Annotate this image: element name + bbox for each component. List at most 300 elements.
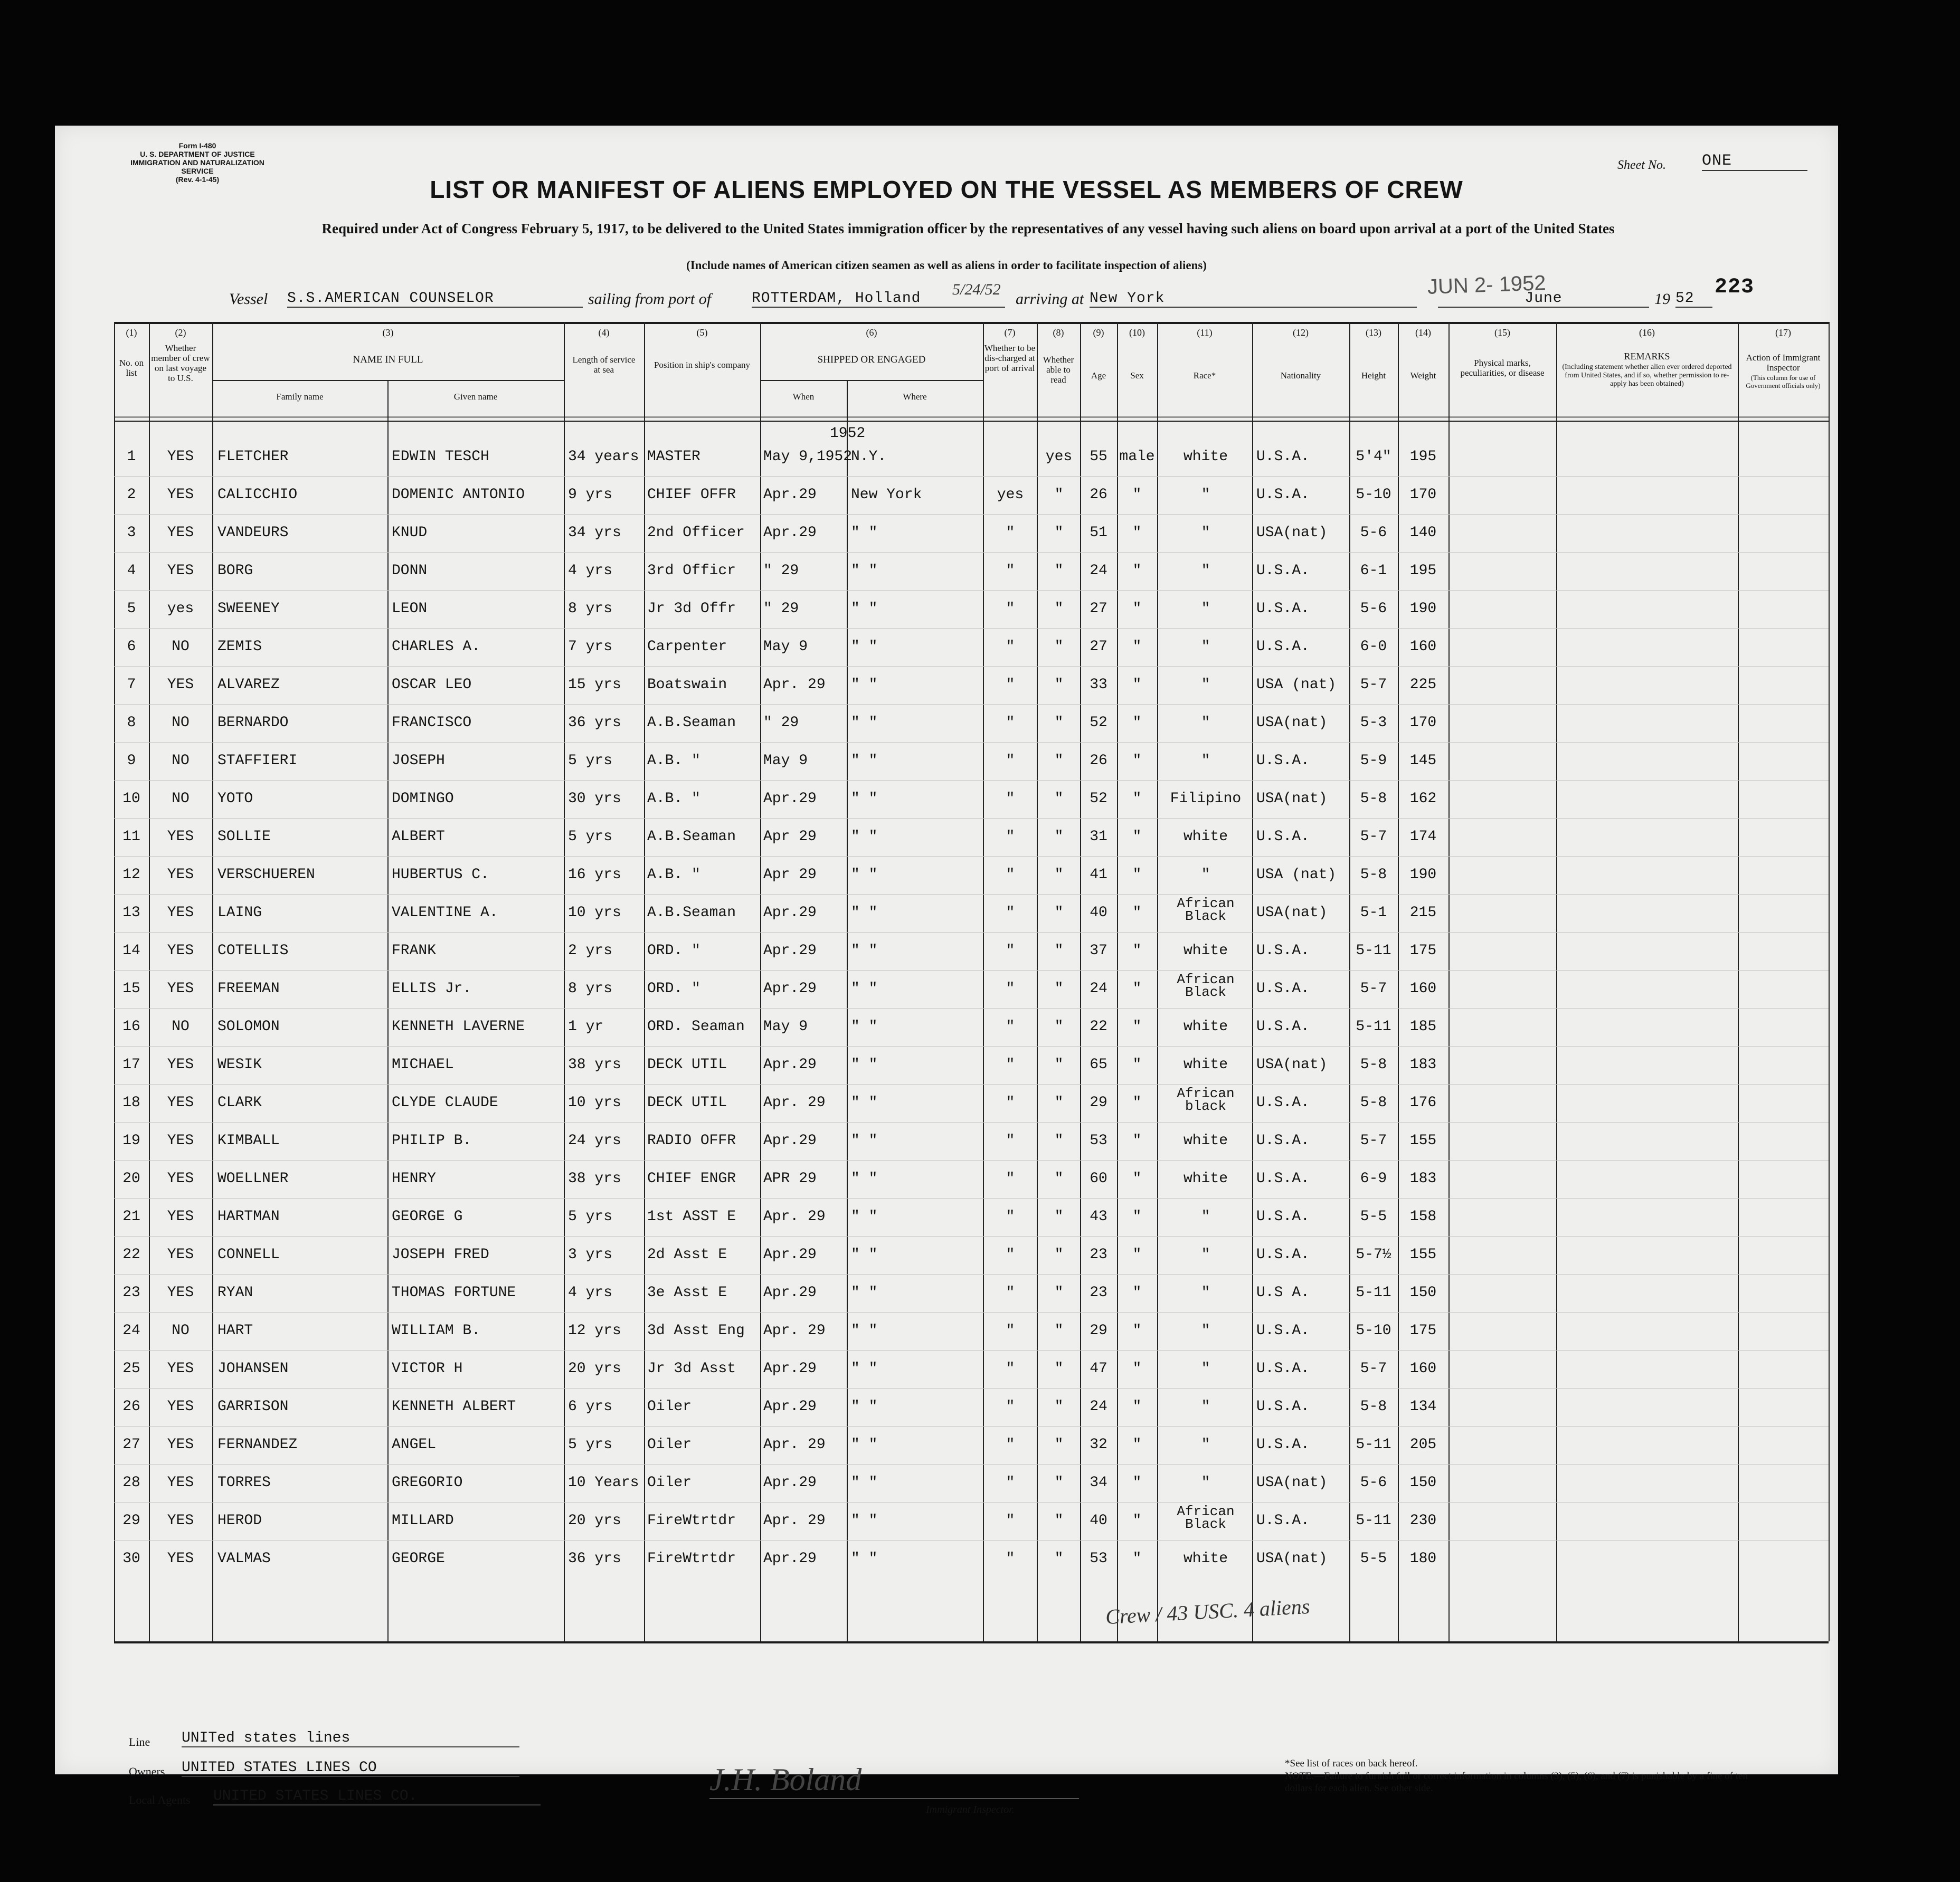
cell-disch: " [1006,1513,1015,1529]
cell-read: " [1054,867,1064,883]
header-top-rule [114,322,1829,324]
cell-position: A.B.Seaman [647,829,736,845]
cell-given: OSCAR LEO [392,677,472,693]
cell-weight: 134 [1409,1399,1437,1415]
cell-sex: " [1132,753,1142,769]
cell-race: " [1201,1323,1210,1339]
line-label: Line [129,1735,150,1748]
cell-read: " [1054,1285,1064,1301]
col-line [1738,322,1739,1641]
year: 52 [1675,290,1712,308]
col-num: (17) [1775,327,1791,338]
col-line [212,322,213,1641]
cell-age: 51 [1090,525,1107,541]
cell-when: APR 29 [763,1171,817,1187]
cell-service: 36 yrs [568,715,621,731]
cell-position: Boatswain [647,677,727,693]
cell-service: 38 yrs [568,1057,621,1073]
cell-age: 24 [1090,563,1107,579]
cell-when: Apr. 29 [763,1437,826,1453]
col-num: (9) [1093,327,1104,338]
header-family-name: Family name [276,392,324,402]
cell-position: DECK UTIL [647,1095,727,1111]
cell-when: Apr 29 [763,829,817,845]
cell-disch: " [1006,753,1015,769]
cell-crew: YES [167,1475,194,1491]
header-crew-last-voyage: Whether member of crew on last voyage to U.S. [151,343,210,383]
races-note: *See list of races on back hereof. [1285,1758,1418,1769]
row-rule [114,1274,1829,1275]
cell-height: 5-5 [1360,1209,1387,1225]
col-num: (2) [175,327,186,338]
cell-crew: YES [167,1285,194,1301]
cell-where: " " [851,753,878,769]
cell-where: " " [851,1095,878,1111]
cell-height: 5-8 [1360,1057,1387,1073]
cell-sex: " [1132,1399,1142,1415]
cell-service: 5 yrs [568,829,613,845]
row-rule [114,818,1829,819]
row-rule [114,1502,1829,1503]
inspector-signature: J.H. Boland [709,1762,1079,1799]
cell-when: Apr.29 [763,1361,817,1377]
cell-disch: " [1006,867,1015,883]
cell-disch: " [1006,1209,1015,1225]
cell-height: 5-7 [1360,677,1387,693]
cell-no: 13 [122,905,140,921]
cell-age: 23 [1090,1285,1107,1301]
cell-age: 43 [1090,1209,1107,1225]
cell-weight: 158 [1409,1209,1437,1225]
cell-no: 18 [122,1095,140,1111]
cell-crew: NO [172,1019,190,1035]
col-line [1448,322,1450,1641]
cell-age: 52 [1090,791,1107,807]
cell-weight: 160 [1409,639,1437,655]
header-discharged: Whether to be dis-charged at port of arrival [984,343,1036,373]
cell-sex: " [1132,1475,1142,1491]
cell-height: 5-11 [1356,1285,1391,1301]
cell-given: ELLIS Jr. [392,981,472,997]
cell-age: 40 [1090,905,1107,921]
header-height: Height [1361,370,1386,381]
cell-weight: 155 [1409,1133,1437,1149]
year-annotation: 1952 [830,425,866,442]
cell-when: May 9 [763,1019,808,1035]
cell-crew: YES [167,563,194,579]
cell-height: 5-5 [1360,1551,1387,1567]
cell-given: MICHAEL [392,1057,454,1073]
cell-race: white [1183,449,1228,465]
cell-age: 27 [1090,601,1107,617]
cell-no: 9 [127,753,136,769]
cell-family: FERNANDEZ [217,1437,298,1453]
cell-sex: male [1119,449,1155,465]
cell-read: " [1054,1133,1064,1149]
cell-weight: 160 [1409,981,1437,997]
cell-position: ORD. " [647,943,700,959]
cell-when: May 9 [763,639,808,655]
cell-age: 26 [1090,487,1107,503]
row-rule [114,894,1829,895]
cell-crew: YES [167,1095,194,1111]
cell-given: HUBERTUS C. [392,867,489,883]
cell-service: 36 yrs [568,1551,621,1567]
cell-given: HENRY [392,1171,437,1187]
cell-race: African Black [1177,1504,1235,1532]
cell-crew: YES [167,1247,194,1263]
cell-position: ORD. " [647,981,700,997]
col-num: (1) [126,327,137,338]
cell-height: 5-3 [1360,715,1387,731]
cell-crew: YES [167,981,194,997]
cell-no: 5 [127,601,136,617]
cell-weight: 160 [1409,1361,1437,1377]
cell-given: GEORGE G [392,1209,463,1225]
cell-race: white [1183,1057,1228,1073]
cell-where: " " [851,791,878,807]
cell-read: " [1054,1323,1064,1339]
cell-nat: U.S.A. [1256,1247,1310,1263]
col-line [1829,322,1830,1641]
cell-weight: 140 [1409,525,1437,541]
row-rule [114,704,1829,705]
cell-where: " " [851,1399,878,1415]
cell-disch: " [1006,1323,1015,1339]
cell-sex: " [1132,829,1142,845]
cell-service: 3 yrs [568,1247,613,1263]
cell-when: Apr.29 [763,981,817,997]
cell-given: EDWIN TESCH [392,449,489,465]
cell-position: CHIEF OFFR [647,487,736,503]
cell-crew: NO [172,1323,190,1339]
cell-read: " [1054,563,1064,579]
cell-weight: 162 [1409,791,1437,807]
cell-crew: YES [167,1171,194,1187]
col-num: (4) [598,327,610,338]
col-num: (7) [1004,327,1016,338]
cell-given: ANGEL [392,1437,437,1453]
cell-no: 29 [122,1513,140,1529]
cell-age: 65 [1090,1057,1107,1073]
cell-read: " [1054,525,1064,541]
cell-sex: " [1132,943,1142,959]
cell-when: May 9,1952 [763,449,853,465]
cell-where: " " [851,1209,878,1225]
cell-nat: USA(nat) [1256,791,1328,807]
date-stamp: JUN 2- 1952 [1427,271,1547,299]
cell-race: white [1183,943,1228,959]
cell-height: 5-6 [1360,525,1387,541]
row-rule [114,590,1829,591]
cell-disch: " [1006,1551,1015,1567]
cell-when: Apr. 29 [763,1095,826,1111]
row-rule [114,1046,1829,1047]
cell-read: " [1054,791,1064,807]
cell-height: 6-1 [1360,563,1387,579]
cell-race: white [1183,1019,1228,1035]
cell-no: 3 [127,525,136,541]
row-rule [114,514,1829,515]
cell-nat: U.S.A. [1256,563,1310,579]
cell-service: 10 yrs [568,905,621,921]
arriving-label: arriving at [1016,290,1084,308]
cell-position: Oiler [647,1399,692,1415]
cell-family: GARRISON [217,1399,289,1415]
cell-where: " " [851,1057,878,1073]
cell-family: COTELLIS [217,943,289,959]
header-physical-marks: Physical marks, peculiarities, or disease [1460,358,1545,378]
row-rule [114,1350,1829,1351]
cell-height: 5-8 [1360,791,1387,807]
cell-age: 41 [1090,867,1107,883]
cell-sex: " [1132,1323,1142,1339]
cell-no: 12 [122,867,140,883]
row-rule [114,1426,1829,1427]
cell-when: Apr. 29 [763,1323,826,1339]
cell-family: WESIK [217,1057,262,1073]
cell-crew: YES [167,449,194,465]
cell-disch: " [1006,1171,1015,1187]
cell-where: " " [851,1247,878,1263]
cell-disch: " [1006,525,1015,541]
cell-position: DECK UTIL [647,1057,727,1073]
cell-disch: " [1006,1247,1015,1263]
cell-position: Oiler [647,1475,692,1491]
cell-weight: 185 [1409,1019,1437,1035]
cell-age: 47 [1090,1361,1107,1377]
cell-no: 21 [122,1209,140,1225]
cell-race: white [1183,829,1228,845]
cell-nat: U.S.A. [1256,639,1310,655]
cell-sex: " [1132,1057,1142,1073]
cell-position: FireWtrtdr [647,1513,736,1529]
cell-service: 38 yrs [568,1171,621,1187]
cell-weight: 215 [1409,905,1437,921]
cell-no: 8 [127,715,136,731]
cell-race: " [1201,1437,1210,1453]
header-remarks-note: (Including statement whether alien ever ordered deported from United States, and if so, whether permission to re-apply has been obtained) [1562,363,1732,388]
cell-crew: YES [167,487,194,503]
sheet-label: Sheet No. [1617,158,1666,172]
cell-where: " " [851,1437,878,1453]
cell-where: " " [851,1133,878,1149]
cell-family: CONNELL [217,1247,280,1263]
cell-family: FLETCHER [217,449,289,465]
cell-where: " " [851,1513,878,1529]
cell-weight: 183 [1409,1171,1437,1187]
cell-race: Filipino [1170,791,1242,807]
cell-when: Apr 29 [763,867,817,883]
col-num: (10) [1129,327,1145,338]
header-bottom-rule [114,416,1829,422]
cell-read: " [1054,1019,1064,1035]
cell-read: " [1054,1209,1064,1225]
cell-service: 34 yrs [568,525,621,541]
owners-value: UNITED STATES LINES CO [182,1760,519,1777]
row-rule [114,856,1829,857]
row-rule [114,1008,1829,1009]
cell-read: " [1054,715,1064,731]
header-weight: Weight [1410,370,1436,381]
row-rule [114,1122,1829,1123]
cell-disch: " [1006,601,1015,617]
cell-disch: " [1006,1095,1015,1111]
cell-disch: " [1006,1019,1015,1035]
cell-crew: NO [172,639,190,655]
cell-given: FRANCISCO [392,715,472,731]
header-age: Age [1091,370,1106,381]
cell-disch: " [1006,1437,1015,1453]
cell-disch: yes [997,487,1024,503]
cell-read: " [1054,1475,1064,1491]
cell-where: " " [851,1551,878,1567]
cell-height: 6-9 [1360,1171,1387,1187]
cell-where: " " [851,1475,878,1491]
cell-height: 5-11 [1356,943,1391,959]
col-num: (15) [1494,327,1510,338]
col-num: (8) [1053,327,1064,338]
row-rule [114,1540,1829,1541]
header-given-name: Given name [453,392,498,402]
col-num: (5) [696,327,708,338]
row-rule [114,552,1829,553]
cell-age: 53 [1090,1551,1107,1567]
agents-value: UNITED STATES LINES CO. [213,1788,541,1805]
manifest-sheet [55,126,1838,1816]
cell-service: 15 yrs [568,677,621,693]
cell-read: " [1054,1437,1064,1453]
cell-sex: " [1132,1019,1142,1035]
cell-read: yes [1045,449,1073,465]
cell-where: " " [851,715,878,731]
cell-height: 5-7 [1360,829,1387,845]
cell-no: 17 [122,1057,140,1073]
cell-no: 26 [122,1399,140,1415]
cell-height: 5-9 [1360,753,1387,769]
cell-when: " 29 [763,715,799,731]
cell-service: 5 yrs [568,753,613,769]
cell-where: " " [851,829,878,845]
cell-nat: U.S.A. [1256,1513,1310,1529]
cell-sex: " [1132,715,1142,731]
cell-when: Apr.29 [763,943,817,959]
cell-service: 24 yrs [568,1133,621,1149]
cell-where: New York [851,487,922,503]
cell-crew: YES [167,943,194,959]
col-num: (3) [382,327,394,338]
cell-no: 27 [122,1437,140,1453]
cell-disch: " [1006,1399,1015,1415]
cell-family: HARTMAN [217,1209,280,1225]
cell-where: N.Y. [851,449,887,465]
cell-family: ALVAREZ [217,677,280,693]
cell-sex: " [1132,1437,1142,1453]
header-nationality: Nationality [1280,370,1321,381]
cell-family: JOHANSEN [217,1361,289,1377]
cell-given: KENNETH ALBERT [392,1399,516,1415]
row-rule [114,1312,1829,1313]
cell-position: Jr 3d Asst [647,1361,736,1377]
cell-age: 29 [1090,1095,1107,1111]
row-rule [114,1198,1829,1199]
cell-race: " [1201,1475,1210,1491]
cell-position: A.B. " [647,791,700,807]
cell-family: SOLLIE [217,829,271,845]
manifest-table [114,322,1829,1641]
cell-age: 34 [1090,1475,1107,1491]
cell-race: white [1183,1171,1228,1187]
cell-height: 5-1 [1360,905,1387,921]
cell-race: African Black [1177,972,1235,1000]
cell-weight: 205 [1409,1437,1437,1453]
cell-when: Apr.29 [763,1551,817,1567]
cell-position: Jr 3d Offr [647,601,736,617]
cell-crew: YES [167,829,194,845]
cell-read: " [1054,1361,1064,1377]
cell-race: " [1201,601,1210,617]
cell-given: VICTOR H [392,1361,463,1377]
header-sex: Sex [1130,370,1144,381]
cell-where: " " [851,639,878,655]
cell-when: " 29 [763,563,799,579]
cell-nat: USA(nat) [1256,905,1328,921]
cell-given: PHILIP B. [392,1133,472,1149]
col-line [983,322,984,1641]
header-when: When [792,392,815,402]
cell-height: 5-10 [1356,1323,1391,1339]
cell-read: " [1054,1171,1064,1187]
cell-read: " [1054,677,1064,693]
row-rule [114,666,1829,667]
cell-race: " [1201,1285,1210,1301]
cell-age: 55 [1090,449,1107,465]
cell-given: GREGORIO [392,1475,463,1491]
cell-position: Oiler [647,1437,692,1453]
cell-weight: 183 [1409,1057,1437,1073]
cell-position: CHIEF ENGR [647,1171,736,1187]
cell-no: 10 [122,791,140,807]
cell-read: " [1054,753,1064,769]
cell-given: THOMAS FORTUNE [392,1285,516,1301]
arriving-at: New York [1090,290,1417,308]
cell-family: BERNARDO [217,715,289,731]
arrival-date: June [1438,290,1649,308]
header-length-of-service: Length of service at sea [572,355,636,375]
cell-age: 33 [1090,677,1107,693]
cell-sex: " [1132,1513,1142,1529]
cell-weight: 190 [1409,601,1437,617]
cell-family: LAING [217,905,262,921]
cell-where: " " [851,1285,878,1301]
vessel-name: S.S.AMERICAN COUNSELOR [287,290,583,308]
cell-race: " [1201,715,1210,731]
header-where: Where [903,392,927,402]
cell-where: " " [851,563,878,579]
revision: (Rev. 4-1-45) [175,175,220,184]
cell-when: Apr.29 [763,525,817,541]
cell-age: 32 [1090,1437,1107,1453]
cell-read: " [1054,1095,1064,1111]
cell-weight: 170 [1409,715,1437,731]
cell-crew: YES [167,525,194,541]
page-number: 223 [1715,275,1755,299]
cell-sex: " [1132,677,1142,693]
cell-when: Apr.29 [763,1475,817,1491]
cell-service: 8 yrs [568,601,613,617]
cell-weight: 175 [1409,943,1437,959]
cell-when: Apr.29 [763,1285,817,1301]
